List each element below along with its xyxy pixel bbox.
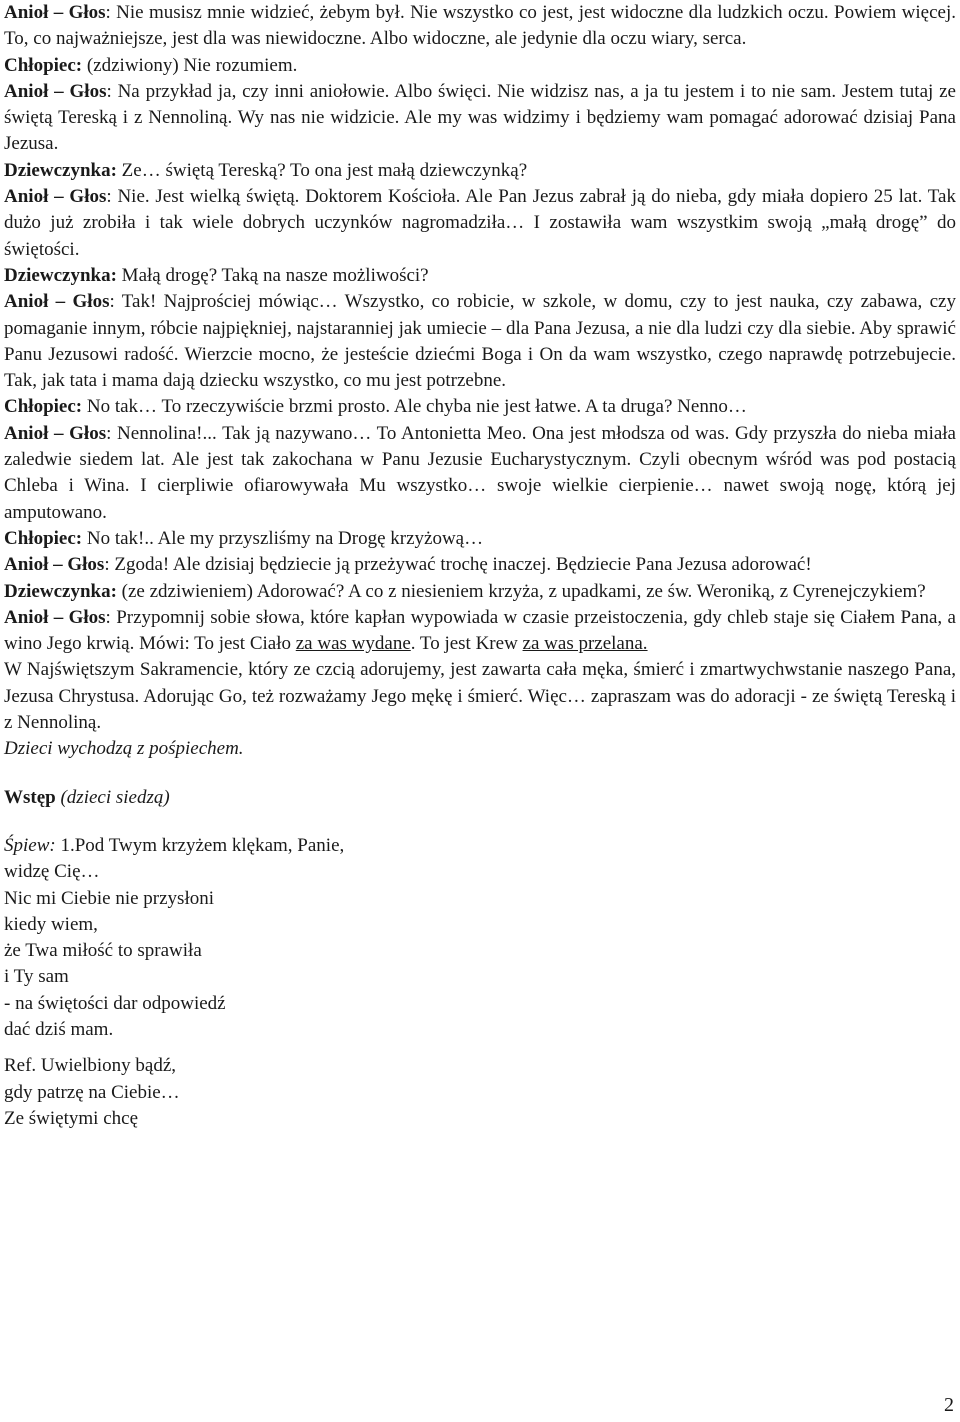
speaker-name: Anioł – Głos [4,554,105,576]
paragraph-text: Małą drogę? Taką na nasze możliwości? [116,264,429,286]
section-subtitle: (dzieci siedzą) [60,786,170,808]
speaker-name: Anioł – Głos [4,291,110,313]
paragraph-text: . To jest Krew [410,633,523,655]
paragraph-text: : Nie musisz mnie widzieć, żebym był. Nie wszystko co jest, jest widoczne dla ludzkich oczu. Powiem więcej. To, co najważniejsze, jest dla was niewidoczne. Albo widoczne, ale jedynie dla oczu wiary, serca. [4,2,956,50]
paragraph-text: : Zgoda! Ale dzisiaj będziecie ją przeżywać trochę inaczej. Będziecie Pana Jezusa adorować! [104,554,812,576]
dialogue-paragraph [4,394,956,420]
song-line: Nic mi Ciebie nie przysłoni [4,887,215,909]
paragraph-text: W Najświętszym Sakramencie, który ze czcią adorujemy, jest zawarta cała męka, śmierć i zmartwychwstanie naszego Pana, Jezusa Chrystusa. Adorując Go, też rozważamy Jego mękę i śmierć. Więc… zapraszam was do adoracji - ze świętą Tereską i z Nennoliną. [4,659,956,734]
speaker-name: Anioł – Głos [4,186,107,208]
speaker-name: Chłopiec: [4,54,83,76]
dialogue-paragraph [4,0,956,53]
underlined-text: za was wydane [295,633,411,655]
paragraph-text: Ze… świętą Tereską? To ona jest małą dziewczynką? [116,159,528,181]
section-heading [4,785,956,811]
refrain-line: Ze świętymi chcę [4,1107,139,1129]
speaker-name: Chłopiec: [4,396,83,418]
dialogue-paragraph [4,605,956,658]
dialogue-paragraph [4,579,956,605]
song-line-text: 1.Pod Twym krzyżem klękam, Panie, [55,834,345,856]
dialogue-paragraph [4,79,956,158]
dialogue-paragraph [4,289,956,394]
paragraph-text: (zdziwiony) Nie rozumiem. [82,54,298,76]
paragraph-text: : Przypomnij sobie słowa, które kapłan wypowiada w czasie przeistoczenia, gdy chleb staje się Ciałem Pana, a wino Jego krwią. Mówi: To jest Ciało [4,606,956,655]
refrain-line: gdy patrzę na Ciebie… [4,1081,180,1103]
song-line: i Ty sam [4,966,69,988]
paragraph-text: : Nennolina!... Tak ją nazywano… To Antonietta Meo. Ona jest młodsza od was. Gdy przyszła do nieba miała zaledwie siedem lat. Ale jest tak zakochana w Panu Jezusie Eucharystycznym. Czyli obecnym wśród was pod postacią Chleba i Wina. I cierpliwie ofiarowywała Mu wszystko… swoje wielkie cierpienie… nawet swoją nogę, którą jej amputowano. [4,422,956,523]
song-line: widzę Cię… [4,861,100,883]
dialogue-paragraph [4,184,956,263]
paragraph-text: : Tak! Najprościej mówiąc… Wszystko, co robicie, w szkole, w domu, czy to jest nauka, czy zabawa, czy pomaganie innym, róbcie najpiękniej, najstaranniej jak umiecie – dla Pana Jezusa, a nie dla ludzi czy dla siebie. Aby sprawić Panu Jezusowi radość. Wierzcie mocno, że jesteście dziećmi Boga i On da wam wszystko, czego naprawdę potrzebujecie. Tak, jak tata i mama dają dziecku wszystko, co mu jest potrzebne. [4,291,956,392]
song-line: że Twa miłość to sprawiła [4,940,202,962]
page-number: 2 [944,1394,954,1416]
song-line [4,833,956,859]
paragraph-text: : Na przykład ja, czy inni aniołowie. Albo święci. Nie widzisz nas, a ja tu jestem i to nie sam. Jestem tutaj ze świętą Tereską i z Nennoliną. Wy nas nie widzicie. Ale my was widzimy i będziemy wam pomagać adorować dzisiaj Pana Jezusa. [4,80,956,155]
dialogue-paragraph [4,657,956,736]
speaker-name: Dziewczynka: [4,159,117,181]
document-page [4,0,956,1132]
dialogue-section [4,0,956,763]
refrain-block [4,1053,956,1132]
song-line: kiedy wiem, [4,913,98,935]
section-title: Wstęp [4,786,56,808]
speaker-name: Chłopiec: [4,527,83,549]
dialogue-paragraph [4,53,956,79]
speaker-name: Dziewczynka: [4,580,117,602]
paragraph-text: No tak… To rzeczywiście brzmi prosto. Ale chyba nie jest łatwe. A ta druga? Nenno… [82,396,747,418]
song-line: - na świętości dar odpowiedź [4,992,226,1014]
speaker-name: Anioł – Głos [4,422,107,444]
speaker-name: Anioł – Głos [4,2,106,23]
underlined-text: za was przelana. [522,633,648,655]
dialogue-paragraph [4,263,956,289]
refrain-line: Ref. Uwielbiony bądź, [4,1055,177,1077]
dialogue-paragraph [4,552,956,578]
speaker-name: Dziewczynka: [4,264,117,286]
speaker-name: Anioł – Głos [4,80,107,102]
dialogue-paragraph [4,526,956,552]
song-block [4,833,956,1043]
paragraph-text: (ze zdziwieniem) Adorować? A co z niesieniem krzyża, z upadkami, ze św. Weroniką, z Cyrenejczykiem? [116,580,926,602]
paragraph-text: No tak!.. Ale my przyszliśmy na Drogę krzyżową… [82,527,484,549]
dialogue-paragraph [4,421,956,526]
dialogue-paragraph [4,736,956,762]
speaker-name: Anioł – Głos [4,606,106,628]
song-line: dać dziś mam. [4,1018,114,1040]
dialogue-paragraph [4,158,956,184]
song-label: Śpiew: [4,834,56,856]
stage-direction: Dzieci wychodzą z pośpiechem. [4,738,244,760]
paragraph-text: : Nie. Jest wielką świętą. Doktorem Kościoła. Ale Pan Jezus zabrał ją do nieba, gdy miała dopiero 25 lat. Tak dużo już zrobiła i tak wiele dobrych uczynków nagromadziła… I zostawiła wam wszystkim swoją „małą drogę” do świętości. [4,186,956,260]
